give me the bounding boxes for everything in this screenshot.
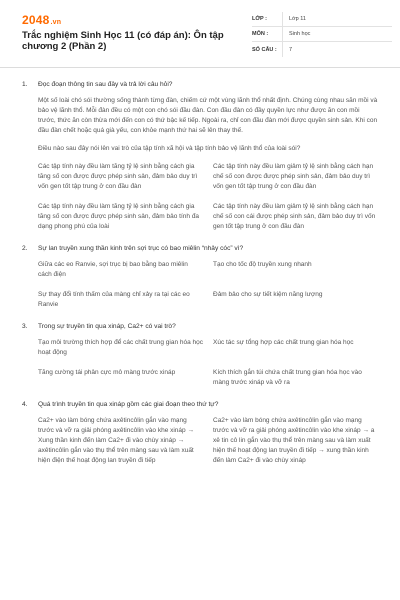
- info-value: Sinh học: [289, 31, 311, 37]
- question-4: [22, 400, 378, 466]
- answer-options: [38, 162, 378, 232]
- answer-option[interactable]: Đảm bảo cho sự tiết kiệm năng lượng: [213, 291, 323, 298]
- question-body: [22, 416, 378, 466]
- question-passage: Một số loài chó sói thường sống thành từng đàn, chiếm cứ một vùng lãnh thổ nhất định. Chúng cùng nhau săn mồi và bảo vệ lãnh thổ. Mỗi đàn đều có một con chó sói đầu đàn. Con đầu đàn có đầy quyền lực như được ăn con mồi trước, thức ăn còn thừa mới đến con có thứ bậc kế tiếp. Ngoài ra, chỉ con đầu đàn mới được quyền sinh sản. Khi con đầu đàn chết hoặc quá già yếu, con khỏe mạnh thứ hai sẽ lên thay thế.: [38, 97, 378, 134]
- question-body: [22, 260, 378, 310]
- question-list: [0, 68, 400, 466]
- answer-options: [38, 416, 378, 466]
- question-3: [22, 322, 378, 388]
- question-body: [22, 96, 378, 232]
- answer-option[interactable]: Kích thích gắn túi chứa chất trung gian hóa học vào màng trước xináp và vỡ ra: [213, 369, 362, 386]
- question-header: [22, 322, 378, 331]
- logo-text: 2048: [22, 13, 50, 27]
- question-number: 3.: [22, 323, 28, 330]
- answer-option[interactable]: Ca2+ vào làm bóng chứa axêtincôlin gắn vào mạng trước và vỡ ra giải phóng axêtincôlin vào khe xináp → Xung thần kinh đến làm Ca2+ đi vào chùy xináp → axêtincôlin gắn vào thụ thể trên màng sau và làm xuất hiện điện thế hoạt động lan truyền đi tiếp: [38, 417, 194, 464]
- question-text: Quá trình truyền tin qua xináp gồm các giai đoạn theo thứ tự?: [38, 401, 219, 408]
- question-number: 2.: [22, 245, 28, 252]
- page-title: Trắc nghiệm Sinh Học 11 (có đáp án): Ôn tập chương 2 (Phần 2): [22, 30, 224, 52]
- question-1: [22, 80, 378, 232]
- quiz-info-box: [252, 12, 392, 57]
- answer-option[interactable]: Xúc tác sự tổng hợp các chất trung gian hóa học: [213, 339, 354, 346]
- answer-options: [38, 260, 378, 310]
- answer-options: [38, 338, 378, 388]
- question-header: [22, 244, 378, 253]
- answer-option[interactable]: Các tập tính này đều làm giảm tỷ lệ sinh bằng cách hạn chế số con cái được phép sinh sản, đảm bảo duy trì vốn gen tốt tập trung ở con đầu đàn: [213, 203, 376, 230]
- info-label: MÔN :: [252, 31, 269, 37]
- answer-option[interactable]: Sự thay đổi tính thấm của màng chỉ xảy ra tại các eo Ranvie: [38, 291, 190, 308]
- question-text: Sự lan truyền xung thần kinh trên sợi trục có bao miêlin “nhảy cóc” vì?: [38, 245, 244, 252]
- info-label: SỐ CÂU :: [252, 46, 277, 53]
- answer-option[interactable]: Tạo cho tốc độ truyền xung nhanh: [213, 261, 312, 268]
- info-value: 7: [289, 46, 293, 53]
- question-text: Trong sự truyền tin qua xináp, Ca2+ có vai trò?: [38, 323, 176, 330]
- info-value: Lớp 11: [289, 16, 306, 22]
- question-header: [22, 80, 378, 89]
- question-header: [22, 400, 378, 409]
- info-row-class: [252, 12, 392, 27]
- page-header: [0, 0, 400, 68]
- info-row-count: [252, 42, 392, 57]
- logo-domain: .vn: [50, 19, 62, 26]
- divider: [282, 42, 283, 57]
- answer-option[interactable]: Các tập tính này đều làm tăng tỷ lệ sinh bằng cách gia tăng số con được được phép sinh sản, đảm bảo tính đa dạng phong phú của loài: [38, 203, 200, 230]
- divider: [282, 27, 283, 41]
- question-2: [22, 244, 378, 310]
- answer-option[interactable]: Các tập tính này đều làm giảm tỷ lệ sinh bằng cách hạn chế số con được được phép sinh sản, đảm bảo duy trì vốn gen tốt tập trung ở con đầu đàn: [213, 163, 374, 190]
- question-text: Đọc đoạn thông tin sau đây và trả lời câu hỏi?: [38, 81, 173, 88]
- question-body: [22, 338, 378, 388]
- divider: [282, 12, 283, 26]
- site-logo[interactable]: [22, 13, 61, 27]
- info-row-subject: [252, 27, 392, 42]
- question-number: 1.: [22, 81, 28, 88]
- answer-option[interactable]: Ca2+ vào làm bóng chứa axêtincôlin gắn vào mạng trước và vỡ ra giải phóng axêtincôlin vào khe xináp → a xê tin cô lin gắn vào thụ thể trên màng sau và làm xuất hiện thế hoạt động lan truyền đi tiếp → xung thần kinh đến làm Ca2+ đi vào chùy xináp: [213, 417, 375, 464]
- answer-option[interactable]: Tăng cường tái phân cực mô màng trước xináp: [38, 369, 176, 376]
- question-number: 4.: [22, 401, 28, 408]
- info-label: LỚP :: [252, 16, 267, 22]
- answer-option[interactable]: Các tập tính này đều làm tăng tỷ lệ sinh bằng cách gia tăng số con được được phép sinh sản, đảm bảo duy trì vốn gen tốt tập trung ở con đầu đàn: [38, 163, 198, 190]
- answer-option[interactable]: Giữa các eo Ranvie, sợi trục bị bao bằng bao miêlin cách điện: [38, 261, 188, 278]
- question-prompt: Điều nào sau đây nói lên vai trò của tập tính xã hội và tập tính bảo vệ lãnh thổ của loài sói?: [38, 145, 301, 152]
- answer-option[interactable]: Tạo môi trường thích hợp để các chất trung gian hóa học hoạt động: [38, 339, 203, 356]
